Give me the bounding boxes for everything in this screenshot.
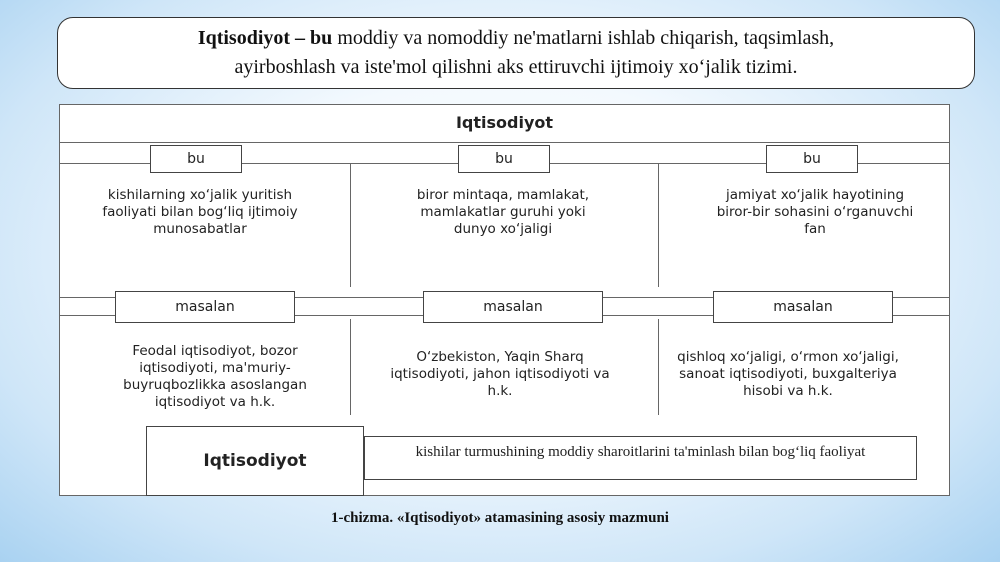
masalan-label: masalan	[773, 299, 833, 315]
column-definition: kishilarning xo‘jalik yuritish faoliyati bilan bog‘liq ijtimoiy munosabatlar	[102, 187, 298, 237]
bu-label: bu	[187, 151, 205, 167]
bu-label: bu	[803, 151, 821, 167]
figure-caption: 1-chizma. «Iqtisodiyot» atamasining asosiy mazmuni	[331, 510, 669, 526]
column-definition: jamiyat xo‘jalik hayotining biror-bir sohasini o‘rganuvchi fan	[716, 187, 914, 237]
bu-box	[150, 145, 242, 173]
definition-term: Iqtisodiyot – bu	[197, 27, 333, 49]
definition-line-2: ayirboshlash va iste'mol qilishni aks ettiruvchi ijtimoiy xo‘jalik tizimi.	[234, 56, 798, 78]
definition-box	[57, 17, 975, 89]
bu-label: bu	[495, 151, 513, 167]
masalan-label: masalan	[483, 299, 543, 315]
diagram-title: Iqtisodiyot	[455, 113, 554, 132]
masalan-box	[115, 291, 295, 323]
column-example: qishloq xo‘jaligi, o‘rmon xo‘jaligi, sanoat iqtisodiyoti, buxgalteriya hisobi va h.k.	[677, 349, 899, 399]
column-definition: biror mintaqa, mamlakat, mamlakatlar guruhi yoki dunyo xo‘jaligi	[416, 187, 590, 237]
bottom-term-box	[146, 426, 364, 496]
bu-box	[458, 145, 550, 173]
definition-text	[198, 24, 834, 82]
column-separator	[350, 319, 351, 415]
column-example: O‘zbekiston, Yaqin Sharq iqtisodiyoti, jahon iqtisodiyoti va h.k.	[390, 349, 610, 399]
definition-line-1: moddiy va nomoddiy ne'matlarni ishlab chiqarish, taqsimlash,	[332, 27, 835, 49]
masalan-box	[713, 291, 893, 323]
column-separator	[350, 163, 351, 287]
bu-box	[766, 145, 858, 173]
column-separator	[658, 163, 659, 287]
bottom-description: kishilar turmushining moddiy sharoitlarini ta'minlash bilan bog‘liq faoliyat	[415, 444, 866, 460]
masalan-label: masalan	[175, 299, 235, 315]
masalan-box	[423, 291, 603, 323]
divider-line	[60, 142, 949, 143]
bottom-description-box	[364, 436, 917, 480]
bottom-term: Iqtisodiyot	[203, 451, 307, 471]
diagram	[59, 104, 950, 496]
column-example: Feodal iqtisodiyot, bozor iqtisodiyoti, ma'muriy-buyruqbozlikka asoslangan iqtisodiyot va h.k.	[123, 343, 307, 410]
